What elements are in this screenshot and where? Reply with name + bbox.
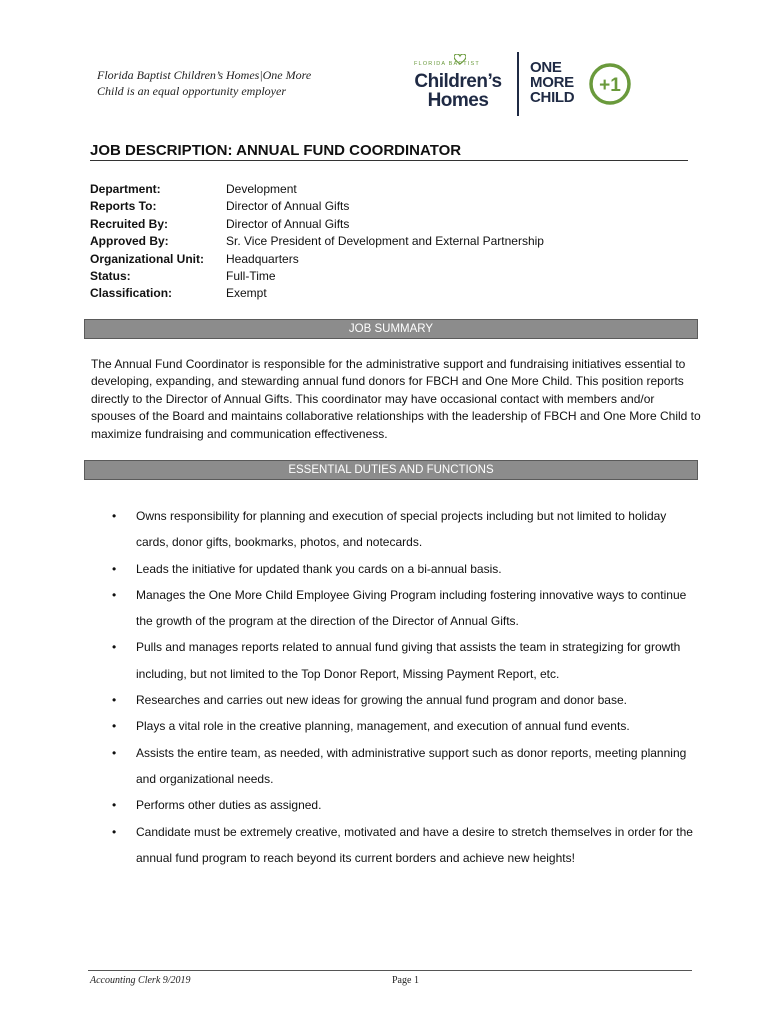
plus-one-text: +1 (599, 75, 621, 96)
equal-opportunity-tagline: Florida Baptist Children’s Homes|One More Child is an equal opportunity employer (97, 68, 312, 98)
info-label: Approved By: (90, 234, 169, 249)
logo-divider (517, 52, 519, 116)
info-value: Sr. Vice President of Development and External Partnership (226, 234, 544, 249)
info-value: Headquarters (226, 251, 299, 266)
duty-text: Manages the One More Child Employee Giving Program including fostering innovative ways to continue the growth of the program at the direction of the Director of Annual Gifts. (136, 587, 687, 629)
info-label: Department: (90, 182, 161, 196)
list-item (108, 819, 698, 872)
duty-text: Performs other duties as assigned. (136, 798, 322, 813)
list-item (108, 582, 698, 635)
footer-document-id: Accounting Clerk 9/2019 (90, 975, 191, 986)
job-summary-heading: JOB SUMMARY (84, 319, 698, 339)
one-more-child-logo (530, 60, 640, 110)
info-label: Classification: (90, 286, 173, 301)
bullet-icon: • (112, 824, 117, 839)
list-item (108, 740, 698, 793)
bullet-icon: • (112, 640, 117, 655)
list-item (108, 713, 698, 739)
bullet-icon: • (112, 719, 117, 734)
duties-list (108, 503, 698, 871)
list-item (108, 687, 698, 713)
info-value: Director of Annual Gifts (226, 199, 350, 214)
info-value: Exempt (226, 286, 267, 301)
info-value: Development (226, 182, 297, 196)
list-item (108, 792, 698, 818)
fbch-logo-wordmark (408, 72, 508, 110)
essential-duties-heading: ESSENTIAL DUTIES AND FUNCTIONS (84, 460, 698, 480)
duty-text: Assists the entire team, as needed, with administrative support such as donor reports, meeting planning and organizational needs. (136, 745, 687, 786)
plus-one-icon (588, 62, 632, 106)
duty-text: Pulls and manages reports related to annual fund giving that assists the team in strategizing for growth including, but not limited to the Top Donor Report, Missing Payment Report, etc. (136, 640, 681, 681)
duty-text: Leads the initiative for updated thank you cards on a bi-annual basis. (136, 561, 502, 576)
list-item (108, 503, 698, 556)
info-label: Organizational Unit: (90, 251, 204, 266)
omc-line3: CHILD (530, 89, 575, 106)
bullet-icon: • (112, 745, 117, 760)
info-value: Director of Annual Gifts (226, 216, 350, 231)
page-title: JOB DESCRIPTION: ANNUAL FUND COORDINATOR (90, 142, 462, 159)
fbch-logo (408, 54, 508, 114)
duty-text: Owns responsibility for planning and execution of special projects including but not limited to holiday cards, donor gifts, bookmarks, photos, and notecards. (136, 509, 667, 550)
list-item (108, 556, 698, 582)
page-number: Page 1 (392, 975, 419, 986)
heart-icon (454, 54, 466, 65)
fbch-logo-small-text: FLORIDA BAPTIST (414, 61, 480, 67)
title-underline (90, 160, 688, 161)
info-label: Status: (90, 268, 131, 283)
fbch-logo-line2: Homes (427, 90, 489, 111)
duty-text: Candidate must be extremely creative, motivated and have a desire to stretch themselves in order for the annual fund program to reach beyond its current borders and achieve new heights! (136, 824, 693, 865)
duty-text: Plays a vital role in the creative planning, management, and execution of annual fund events. (136, 719, 630, 734)
bullet-icon: • (112, 798, 117, 813)
footer-divider (88, 970, 692, 971)
fbch-logo-line1: Children’s (414, 71, 502, 92)
omc-line2: MORE (530, 74, 574, 91)
bullet-icon: • (112, 509, 117, 523)
bullet-icon: • (112, 561, 117, 576)
omc-line1: ONE (530, 59, 562, 76)
info-label: Reports To: (90, 199, 157, 214)
bullet-icon: • (112, 693, 117, 708)
info-label: Recruited By: (90, 216, 169, 231)
job-summary-text: The Annual Fund Coordinator is responsible for the administrative support and fundraising initiatives essential to developing, expanding, and stewarding annual fund donors for FBCH and One More Child. This position reports directly to the Director of Annual Gifts. This coordinator may have occasional contact with members and/or spouses of the Board and maintains collaborative relationships with the leadership of FBCH and One More Child to maximize fundraising and communication effectiveness. (91, 357, 701, 441)
list-item (108, 634, 698, 687)
info-value: Full-Time (226, 268, 276, 283)
omc-wordmark (530, 60, 574, 105)
bullet-icon: • (112, 587, 117, 602)
duty-text: Researches and carries out new ideas for growing the annual fund program and donor base. (136, 693, 627, 708)
